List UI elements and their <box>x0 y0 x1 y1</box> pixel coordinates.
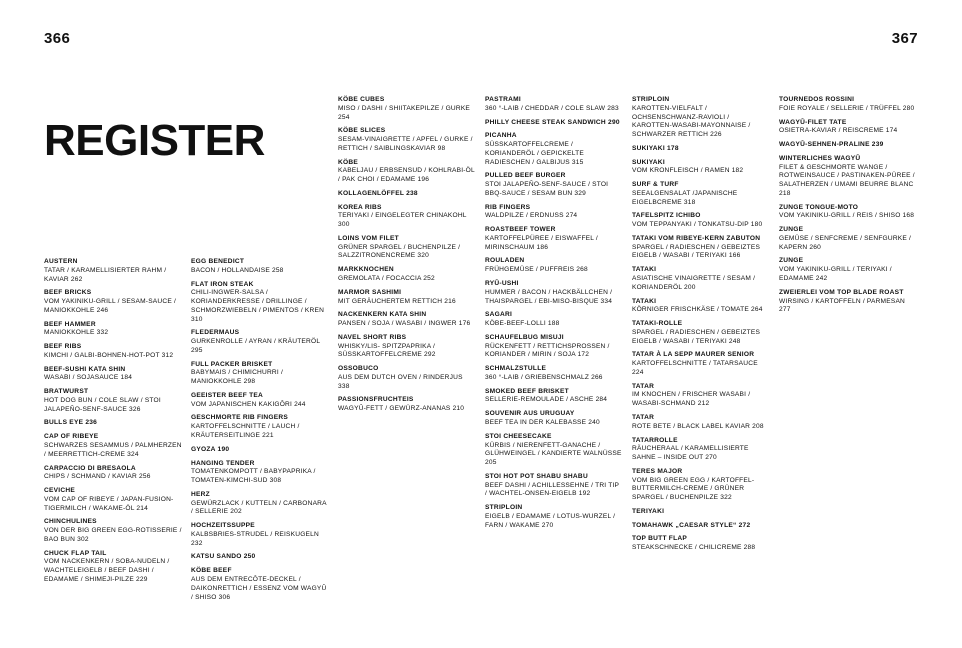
entry-title: ZUNGE TONGUE-MOTO <box>779 203 859 211</box>
index-entry <box>191 446 329 455</box>
entry-title: OSSOBUCO <box>338 365 379 373</box>
entry-title: WAGYŪ-SEHNEN-PRALINE 239 <box>779 141 884 149</box>
entry-detail: WASABI / SOJASAUCE 184 <box>44 374 133 382</box>
entry-detail: EIGELB / EDAMAME / LOTUS-WURZEL / FARN / WAKAME 270 <box>485 512 616 529</box>
entry-title: GEEISTER BEEF TEA <box>191 391 264 399</box>
entry-detail: KABELJAU / ERBSENSUD / KOHLRABI-ÖL / PAK CHOI / EDAMAME 196 <box>338 167 475 184</box>
index-entry <box>338 96 476 122</box>
entry-detail: SÜSSKARTOFFELCREME / KORIANDERÖL / GEPICKELTE RADIESCHEN / GALBIJUS 315 <box>485 141 584 166</box>
index-entry <box>485 172 623 198</box>
index-entry <box>485 311 623 329</box>
entry-detail: HOT DOG BUN / COLE SLAW / STOI JALAPEÑO-SENF-SAUCE 326 <box>44 396 161 413</box>
entry-title: KATSU SANDO 250 <box>191 553 256 561</box>
entry-detail: GEWÜRZLACK / KUTTELN / CARBONARA / SELLERIE 202 <box>191 499 327 516</box>
entry-title: STOI CHEESECAKE <box>485 432 552 440</box>
entry-title: HANGING TENDER <box>191 459 255 467</box>
entry-detail: WAGYŪ-FETT / GEWÜRZ-ANANAS 210 <box>338 405 465 413</box>
entry-detail: FOIE ROYALE / SELLERIE / TRÜFFEL 280 <box>779 104 915 112</box>
index-entry <box>44 343 182 361</box>
index-entry <box>485 226 623 252</box>
index-entry <box>338 159 476 185</box>
entry-title: BULLS EYE 236 <box>44 419 98 427</box>
index-entry <box>191 329 329 355</box>
entry-title: STOI HOT POT SHABU SHABU <box>485 472 588 480</box>
index-entry <box>632 320 770 346</box>
index-entry <box>44 366 182 384</box>
entry-detail: OSIETRA-KAVIAR / REISCREME 174 <box>779 127 898 135</box>
index-entry <box>44 487 182 513</box>
entry-title: CEVICHE <box>44 487 76 495</box>
entry-title: TATAKI <box>632 297 657 305</box>
entry-title: KOREA RIBS <box>338 203 382 211</box>
entry-detail: FRÜHGEMÜSE / PUFFREIS 268 <box>485 266 588 274</box>
entry-detail: TERIYAKI / EINGELEGTER CHINAKOHL 300 <box>338 212 467 229</box>
entry-title: ZUNGE <box>779 226 804 234</box>
entry-detail: PANSEN / SOJA / WASABI / INGWER 176 <box>338 320 471 328</box>
entry-title: TATARROLLE <box>632 436 678 444</box>
entry-title: FLAT IRON STEAK <box>191 280 254 288</box>
index-entry <box>338 334 476 360</box>
entry-title: MARKKNOCHEN <box>338 266 394 274</box>
index-entry <box>191 281 329 325</box>
entry-title: RYŪ-USHI <box>485 280 519 288</box>
entry-title: TATAKI VOM RIBEYE-KERN ZABUTON <box>632 234 761 242</box>
entry-title: PASSIONSFRUCHTEIS <box>338 396 414 404</box>
entry-title: BEEF RIBS <box>44 343 82 351</box>
entry-title: ZUNGE <box>779 257 804 265</box>
entry-title: SMOKED BEEF BRISKET <box>485 387 569 395</box>
index-entry <box>485 96 623 114</box>
index-entry <box>485 119 623 128</box>
index-entry <box>338 365 476 391</box>
index-column-6 <box>779 96 926 602</box>
index-entry <box>632 414 770 432</box>
entry-title: KOLLAGENLÖFFEL 238 <box>338 189 418 197</box>
index-entry <box>632 212 770 230</box>
index-entry <box>191 392 329 410</box>
index-entry <box>779 141 917 150</box>
entry-detail: VOM JAPANISCHEN KAKIGŌRI 244 <box>191 400 306 408</box>
index-entry <box>338 311 476 329</box>
entry-title: CAP OF RIBEYE <box>44 433 99 441</box>
entry-detail: FILET & GESCHMORTE WANGE / ROTWEINSAUCE / PASTINAKEN-PÜREE / SALATHERZEN / UMAMI BEURRE BLANC 218 <box>779 163 915 197</box>
index-entry <box>191 567 329 602</box>
entry-title: BEEF BRICKS <box>44 289 92 297</box>
index-entry <box>485 504 623 530</box>
page-title: REGISTER <box>44 116 265 166</box>
index-entry <box>632 468 770 503</box>
index-entry <box>44 321 182 339</box>
entry-title: GYOZA 190 <box>191 445 230 453</box>
entry-detail: VOM BIG GREEN EGG / KARTOFFEL-BUTTERMILCH-CREME / GRÜNER SPARGEL / BUCHENPILZE 322 <box>632 476 755 502</box>
index-entry <box>485 365 623 383</box>
entry-detail: 360 °-LAIB / CHEDDAR / COLE SLAW 283 <box>485 104 619 112</box>
entry-detail: SPARGEL / RADIESCHEN / GEBEIZTES EIGELB / WASABI / TERIYAKI 166 <box>632 243 761 260</box>
entry-title: BEEF HAMMER <box>44 320 96 328</box>
entry-detail: 360 °-LAIB / GRIEBENSCHMALZ 266 <box>485 373 603 381</box>
entry-detail: GRÜNER SPARGEL / BUCHENPILZE / SALZZITRONENCREME 320 <box>338 243 461 260</box>
entry-detail: VOM YAKINIKU-GRILL / TERIYAKI / EDAMAME 242 <box>779 266 892 283</box>
entry-title: BEEF-SUSHI KATA SHIN <box>44 365 126 373</box>
entry-detail: IM KNOCHEN / FRISCHER WASABI / WASABI-SCHMAND 212 <box>632 391 751 408</box>
index-entry <box>338 396 476 414</box>
index-entry <box>44 388 182 414</box>
entry-title: KÖBE SLICES <box>338 127 386 135</box>
index-entry <box>485 388 623 406</box>
entry-title: KÖBE BEEF <box>191 567 232 575</box>
index-entry <box>338 127 476 153</box>
entry-title: STRIPLOIN <box>632 96 670 103</box>
entry-detail: TOMATENKOMPOTT / BABYPAPRIKA / TOMATEN-KIMCHI-SUD 308 <box>191 468 316 485</box>
entry-detail: TATAR / KARAMELLISIERTER RAHM / KAVIAR 262 <box>44 266 167 283</box>
index-entry <box>44 289 182 315</box>
entry-detail: KÖRNIGER FRISCHKÄSE / TOMATE 264 <box>632 306 763 314</box>
entry-detail: KAROTTEN-VIELFALT / OCHSENSCHWANZ-RAVIOLI / KAROTTEN-WASABI-MAYONNAISE / SCHWARZER RETTICH 226 <box>632 104 751 139</box>
entry-detail: KALBSBRIES-STRUDEL / REISKUGELN 232 <box>191 530 319 547</box>
entry-title: GESCHMORTE RIB FINGERS <box>191 414 289 422</box>
index-entry <box>632 508 770 517</box>
entry-detail: SELLERIE-REMOULADE / ASCHE 284 <box>485 396 608 404</box>
index-entry <box>485 132 623 167</box>
entry-title: FLEDERMAUS <box>191 329 240 337</box>
entry-title: SOUVENIR AUS URUGUAY <box>485 410 575 418</box>
index-column-4 <box>485 96 632 602</box>
entry-title: KÖBE <box>338 158 359 166</box>
index-entry <box>191 522 329 548</box>
index-entry <box>632 266 770 292</box>
index-entry <box>44 518 182 544</box>
index-entry <box>485 257 623 275</box>
entry-detail: KIMCHI / GALBI-BOHNEN-HOT-POT 312 <box>44 351 174 359</box>
entry-detail: VOM TEPPANYAKI / TONKATSU-DIP 180 <box>632 221 763 229</box>
entry-title: NACKENKERN KATA SHIN <box>338 311 427 319</box>
entry-title: PICANHA <box>485 132 517 140</box>
entry-title: NAVEL SHORT RIBS <box>338 333 407 341</box>
index-entry <box>485 280 623 306</box>
entry-title: PHILLY CHEESE STEAK SANDWICH 290 <box>485 118 620 126</box>
index-entry <box>191 553 329 562</box>
entry-detail: GREMOLATA / FOCACCIA 252 <box>338 275 435 283</box>
entry-detail: KÜRBIS / NIERENFETT-GANACHE / GLÜHWEINGEL / KANDIERTE WALNÜSSE 205 <box>485 441 622 467</box>
entry-title: SURF & TURF <box>632 181 679 189</box>
index-entry <box>779 155 917 199</box>
index-entry <box>632 522 770 531</box>
entry-detail: SCHWARZES SESAMMUS / PALMHERZEN / MEERRETTICH-CREME 324 <box>44 442 182 458</box>
entry-title: HOCHZEITSSUPPE <box>191 522 255 530</box>
entry-title: EGG BENEDICT <box>191 258 245 265</box>
entry-title: TOMAHAWK „CAESAR STYLE“ 272 <box>632 521 751 529</box>
index-entry <box>632 235 770 261</box>
entry-title: TAFELSPITZ ICHIBO <box>632 212 701 220</box>
index-entry <box>338 190 476 199</box>
entry-detail: VOM NACKENKERN / SOBA-NUDELN / WACHTELEIGELB / BEEF DASHI / EDAMAME / SHIMEJI-PILZE 229 <box>44 558 170 583</box>
entry-detail: KARTOFFELPÜREE / EISWAFFEL / MIRINSCHAUM 186 <box>485 234 598 251</box>
entry-title: WAGYŪ-FILET TATE <box>779 118 847 126</box>
entry-title: MARMOR SASHIMI <box>338 288 402 296</box>
index-entry <box>44 465 182 483</box>
entry-detail: SPARGEL / RADIESCHEN / GEBEIZTES EIGELB / WASABI / TERIYAKI 248 <box>632 328 761 345</box>
index-entry <box>44 433 182 459</box>
entry-title: TATAR <box>632 382 655 390</box>
index-entry <box>632 181 770 207</box>
entry-title: SUKIYAKI 178 <box>632 144 679 152</box>
entry-title: PULLED BEEF BURGER <box>485 172 566 180</box>
index-entry <box>338 289 476 307</box>
entry-title: ROASTBEEF TOWER <box>485 226 556 234</box>
index-entry <box>632 96 770 140</box>
entry-title: SUKIYAKI <box>632 158 665 166</box>
index-entry <box>632 535 770 553</box>
index-entry <box>485 204 623 222</box>
entry-detail: VOM YAKINIKU-GRILL / SESAM-SAUCE / MANIOKKOHLE 246 <box>44 298 176 314</box>
entry-detail: AUS DEM ENTRECÔTE-DECKEL / DAIKONRETTICH / ESSENZ VOM WAGYŪ / SHISO 306 <box>191 575 327 601</box>
entry-detail: AUS DEM DUTCH OVEN / RINDERJUS 338 <box>338 373 463 390</box>
index-entry <box>485 473 623 499</box>
entry-title: ZWEIERLEI VOM TOP BLADE ROAST <box>779 288 904 296</box>
entry-detail: MANIOKKOHLE 332 <box>44 329 109 337</box>
entry-title: TOP BUTT FLAP <box>632 535 688 543</box>
entry-title: STRIPLOIN <box>485 504 523 512</box>
entry-title: FULL PACKER BRISKET <box>191 360 273 368</box>
entry-title: SCHMALZSTULLE <box>485 365 547 373</box>
entry-detail: WALDPILZE / ERDNUSS 274 <box>485 212 578 220</box>
index-entry <box>632 351 770 377</box>
entry-title: CARPACCIO DI BRESAOLA <box>44 464 136 472</box>
index-column-1 <box>44 258 191 602</box>
index-entry <box>44 258 182 284</box>
entry-detail: ASIATISCHE VINAIGRETTE / SESAM / KORIANDERÖL 200 <box>632 275 756 291</box>
index-entry <box>338 235 476 261</box>
entry-title: CHINCHULINES <box>44 518 97 526</box>
index-entry <box>485 334 623 360</box>
index-entry <box>632 159 770 177</box>
folio-left: 366 <box>44 30 71 47</box>
entry-detail: CHIPS / SCHMAND / KAVIAR 256 <box>44 473 151 481</box>
entry-detail: BEEF TEA IN DER KALEBASSE 240 <box>485 418 600 426</box>
entry-title: KÖBE CUBES <box>338 96 385 103</box>
entry-detail: MIT GERÄUCHERTEM RETTICH 216 <box>338 297 456 305</box>
entry-detail: BABYMAIS / CHIMICHURRI / MANIOKKOHLE 298 <box>191 369 283 386</box>
entry-detail: GURKENROLLE / AYRAN / KRÄUTERÖL 295 <box>191 338 320 354</box>
entry-title: TATAR <box>632 413 655 421</box>
entry-detail: WHISKY/LIS- SPITZPAPRIKA / SÜSSKARTOFFELCREME 292 <box>338 342 436 359</box>
index-entry <box>779 257 917 283</box>
index-entry <box>191 491 329 517</box>
index-entry <box>191 361 329 387</box>
index-column-5 <box>632 96 779 602</box>
entry-detail: SEEALGENSALAT /JAPANISCHE EIGELBCREME 318 <box>632 189 738 206</box>
entry-title: TATAR À LA SEPP MAURER SENIOR <box>632 351 755 359</box>
entry-title: TATAKI <box>632 266 657 274</box>
index-entry <box>191 414 329 440</box>
entry-title: SCHAUFELBUG MISUJI <box>485 333 564 341</box>
entry-detail: KARTOFFELSCHNITTE / TATARSAUCE 224 <box>632 360 758 376</box>
entry-detail: KÖBE-BEEF-LOLLI 188 <box>485 320 560 328</box>
index-entry <box>338 266 476 284</box>
index-entry <box>632 437 770 463</box>
index-entry <box>632 145 770 154</box>
index-entry <box>779 119 917 137</box>
index-entry <box>779 289 917 315</box>
entry-detail: RÜCKENFETT / RETTICHSPROSSEN / KORIANDER / MIRIN / SOJA 172 <box>485 342 610 359</box>
index-entry <box>44 419 182 428</box>
entry-title: WINTERLICHES WAGYŪ <box>779 154 861 162</box>
entry-detail: CHILI-INGWER-SALSA / KORIANDERKRESSE / DRILLINGE / SCHMORZWIEBELN / PIMENTOS / KREN 310 <box>191 289 325 323</box>
entry-title: SAGARI <box>485 311 513 319</box>
index-entry <box>632 298 770 316</box>
entry-detail: VOM CAP OF RIBEYE / JAPAN-FUSION-TIGERMILCH / WAKAME-ÖL 214 <box>44 495 174 512</box>
entry-title: TATAKI-ROLLE <box>632 320 683 328</box>
entry-detail: ROTE BETE / BLACK LABEL KAVIAR 208 <box>632 422 764 430</box>
index-entry <box>485 433 623 468</box>
index-entry <box>191 258 329 276</box>
entry-title: TOURNEDOS ROSSINI <box>779 96 855 103</box>
entry-title: CHUCK FLAP TAIL <box>44 549 107 557</box>
entry-title: AUSTERN <box>44 258 78 265</box>
entry-detail: WIRSING / KARTOFFELN / PARMESAN 277 <box>779 297 906 314</box>
entry-title: TERIYAKI <box>632 507 665 515</box>
entry-detail: VON DER BIG GREEN EGG-ROTISSERIE / BAO BUN 302 <box>44 527 182 543</box>
entry-title: ROULADEN <box>485 257 525 265</box>
entry-detail: MISO / DASHI / SHIITAKEPILZE / GURKE 254 <box>338 104 471 121</box>
entry-title: BRATWURST <box>44 388 89 396</box>
entry-detail: RÄUCHERAAL / KARAMELLISIERTE SAHNE – INSIDE OUT 270 <box>632 445 749 462</box>
entry-title: TERES MAJOR <box>632 467 683 475</box>
entry-detail: SESAM-VINAIGRETTE / APFEL / GURKE / RETTICH / SAIBLINGSKAVIAR 98 <box>338 136 473 152</box>
index-entry <box>779 204 917 222</box>
entry-detail: GEMÜSE / SENFCREME / SENFGURKE / KAPERN 260 <box>779 234 912 251</box>
index-entry <box>485 410 623 428</box>
entry-detail: BEEF DASHI / ACHILLESSEHNE / TRI TIP / WACHTEL-ONSEN-EIGELB 192 <box>485 481 619 498</box>
folio-right: 367 <box>891 30 918 47</box>
entry-title: HERZ <box>191 490 210 498</box>
entry-detail: STOI JALAPEÑO-SENF-SAUCE / STOI BBQ-SAUCE / SESAM BUN 329 <box>485 181 609 197</box>
entry-detail: HUMMER / BACON / HACKBÄLLCHEN / THAISPARGEL / EBI-MISO-BISQUE 334 <box>485 288 613 305</box>
index-entry <box>779 96 917 114</box>
entry-detail: STEAKSCHNECKE / CHILICREME 288 <box>632 544 756 552</box>
index-entry <box>779 226 917 252</box>
entry-detail: VOM KRONFLEISCH / RAMEN 182 <box>632 167 744 175</box>
entry-detail: BACON / HOLLANDAISE 258 <box>191 266 284 274</box>
index-entry <box>191 460 329 486</box>
index-entry <box>632 383 770 409</box>
entry-title: RIB FINGERS <box>485 203 531 211</box>
index-column-2 <box>191 258 338 602</box>
index-column-3 <box>338 96 485 602</box>
index-entry <box>44 550 182 585</box>
entry-title: PASTRAMI <box>485 96 521 103</box>
entry-detail: KARTOFFELSCHNITTE / LAUCH / KRÄUTERSEITLINGE 221 <box>191 423 300 440</box>
entry-title: LOINS VOM FILET <box>338 234 399 242</box>
entry-detail: VOM YAKINIKU-GRILL / REIS / SHISO 168 <box>779 212 915 220</box>
index-entry <box>338 204 476 230</box>
